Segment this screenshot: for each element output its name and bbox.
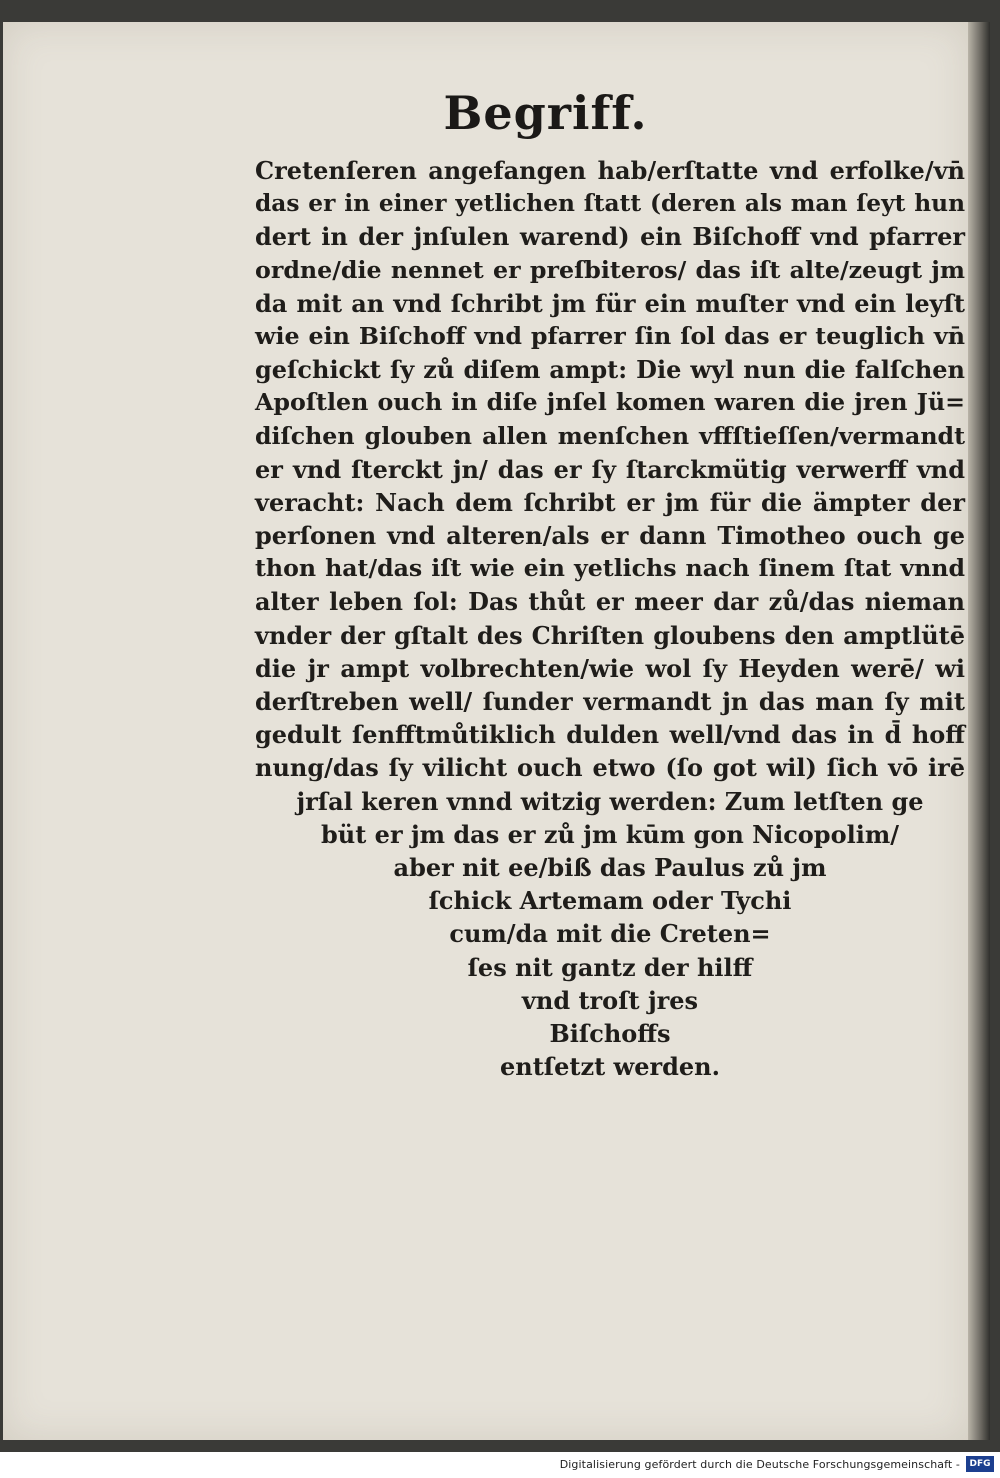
funding-credit: Digitalisierung gefördert durch die Deutsche Forschungsgemeinschaft -: [559, 1458, 960, 1471]
text-line: Apoſtlen ouch in diſe jnſel komen waren die jren Jü=: [255, 388, 965, 417]
footer-bar: [0, 1452, 1000, 1478]
book-page: [3, 22, 968, 1440]
text-line: vnder der gſtalt des Chriſten gloubens den amptlütē: [255, 620, 965, 650]
text-line: nung/das ſy vilicht ouch etwo (ſo got wil) ſich vō irē: [255, 753, 965, 783]
text-line: wie ein Biſchoff vnd pfarrer ſin ſol das er teuglich vn̄: [255, 321, 965, 350]
text-line: er vnd ſterckt jn/ das er ſy ſtarckmütig verwerff vnd: [255, 454, 965, 484]
text-line: entſetzt werden.: [500, 1052, 720, 1082]
text-line: veracht: Nach dem ſchribt er jm für die ämpter der: [255, 487, 965, 517]
text-line: geſchickt ſy zů diſem ampt: Die wyl nun die falſchen: [255, 355, 965, 385]
text-line: ſes nit gantz der hilff: [467, 952, 753, 982]
text-line: alter leben ſol: Das thůt er meer dar zů/das nieman: [255, 587, 965, 617]
text-line: Cretenſeren angefangen hab/erſtatte vnd erfolke/vn̄: [255, 156, 965, 185]
text-line: diſchen glouben allen menſchen vffſtieſſen/vermandt: [255, 421, 965, 450]
text-line: perſonen vnd alteren/als er dann Timotheo ouch ge: [255, 521, 965, 551]
text-line: da mit an vnd ſchribt jm für ein muſter vnd ein leyſt: [255, 288, 965, 318]
page-heading: Begriff.: [443, 86, 648, 140]
text-line: gedult ſenfftmůtiklich dulden well/vnd das in d̄ hoff: [255, 720, 965, 750]
text-line: das er in einer yetlichen ſtatt (deren als man ſeyt hun: [255, 190, 965, 218]
tapered-block: [255, 785, 965, 1084]
text-line: ſchick Artemam oder Tychi: [428, 886, 792, 916]
text-line: Biſchoffs: [549, 1018, 671, 1048]
page-edge-shadow: [968, 22, 990, 1440]
text-line: jrſal keren vnnd witzig werden: Zum letſten ge: [296, 786, 924, 816]
dfg-logo: DFG: [966, 1456, 994, 1472]
body-text: [255, 154, 965, 1083]
justified-block: [255, 154, 965, 785]
text-line: thon hat/das iſt wie ein yetlichs nach ſinem ſtat vnnd: [255, 554, 965, 583]
text-line: derſtreben well/ ſunder vermandt jn das man ſy mit: [255, 687, 965, 716]
text-line: ordne/die nennet er preſbiteros/ das iſt alte/zeugt jm: [255, 255, 965, 284]
text-line: aber nit ee/biß das Paulus zů jm: [393, 852, 827, 882]
text-line: dert in der jnſulen warend) ein Biſchoff vnd pfarrer: [255, 222, 965, 252]
text-line: vnd troſt jres: [521, 985, 699, 1015]
text-line: die jr ampt volbrechten/wie wol ſy Heyden werē/ wi: [255, 653, 965, 683]
text-line: büt er jm das er zů jm kūm gon Nicopolim/: [321, 819, 899, 849]
text-line: cum/da mit die Creten=: [449, 919, 771, 949]
